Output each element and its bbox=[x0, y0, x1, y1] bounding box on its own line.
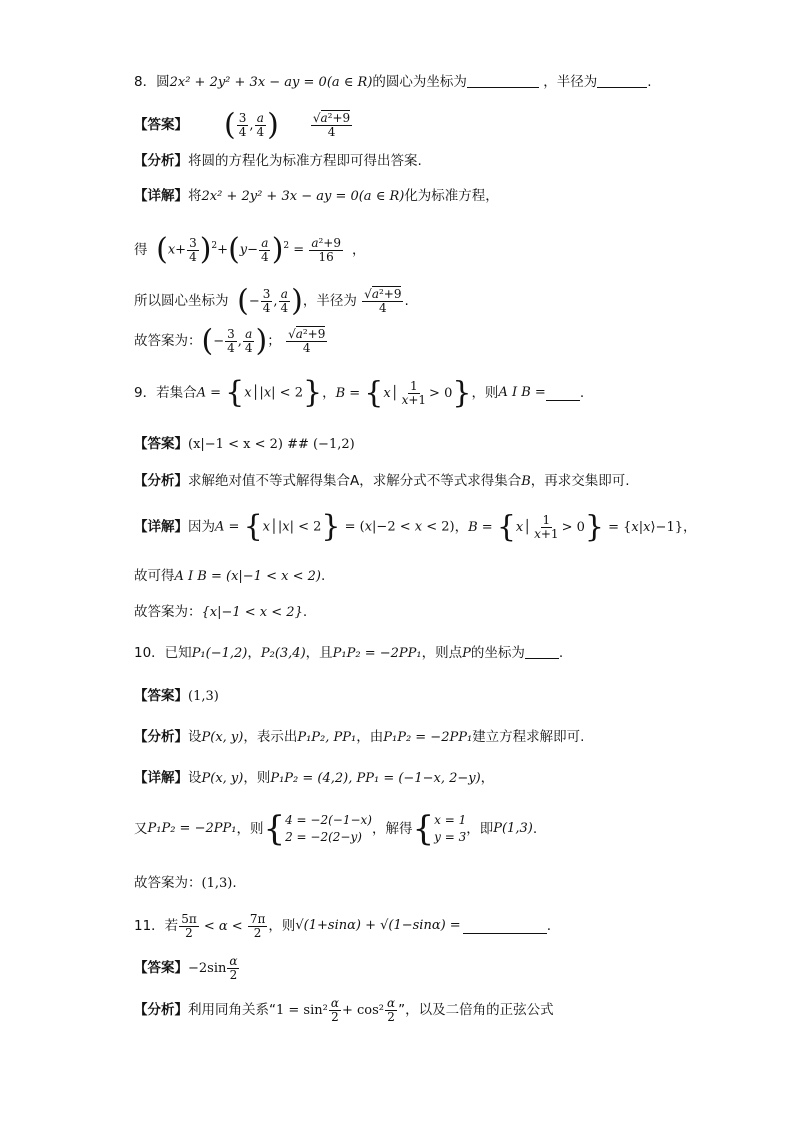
q8-conclusion: 所以圆心坐标为 (− $\frac{3}{4}$ , $\frac{a}{4}$ ) ，半径为 $\frac{\text{√a²+9}}{4}$ . bbox=[134, 283, 409, 318]
answer-blank bbox=[467, 73, 539, 88]
q9-answer: 【答案】(x|−1 < x < 2) ## (−1,2) bbox=[134, 436, 355, 452]
q8-final: 故答案为： (− $\frac{3}{4}$ , $\frac{a}{4}$ ) ； $\frac{\text{√a²+9}}{4}$ bbox=[134, 323, 326, 358]
q10-system: 又 P₁P₂ = −2PP₁ ，则 { 4 = −2(−1−x) 2 = −2(2−y) ，解得 { x = 1 y = 3 ，即 P(1,3) . bbox=[134, 809, 538, 849]
question-number: 8．圆 bbox=[134, 74, 170, 90]
q9-final: 故答案为：{x|−1 < x < 2}. bbox=[134, 604, 308, 620]
q9-stem: 9．若集合 A = {x│|x| < 2} ， B = {x│ $\frac{1}{x+1}$ > 0} ，则 A I B = . bbox=[134, 374, 585, 410]
answer-tag: 【答案】 bbox=[134, 117, 188, 133]
q9-analysis: 【分析】求解绝对值不等式解得集合A，求解分式不等式求得集合B，再求交集即可. bbox=[134, 473, 630, 489]
q10-detail: 【详解】设P(x, y)，则P₁P₂ = (4,2), PP₁ = (−1−x, 2−y)， bbox=[134, 770, 495, 786]
q8-analysis: 【分析】将圆的方程化为标准方程即可得出答案. bbox=[134, 153, 422, 169]
answer-center: ( $\frac{3}{4}$ , $\frac{a}{4}$ ) bbox=[224, 107, 279, 142]
q9-detail: 【详解】 因为 A = {x│|x| < 2} = (x|−2 < x < 2) ， B = {x│ $\frac{1}{x+1}$ > 0} = {x|x⟩−1} ， bbox=[134, 508, 697, 544]
q8-stem: 8．圆2x² + 2y² + 3x − ay = 0(a ∈ R)的圆心为坐标为 ，半径为 . bbox=[134, 74, 652, 90]
answer-blank bbox=[597, 73, 647, 88]
q11-analysis: 【分析】 利用同角关系“ 1 = sin² $\frac{\alpha}{2}$ + cos² $\frac{\alpha}{2}$ ”，以及二倍角的正弦公式 bbox=[134, 995, 554, 1024]
q8-standard-eq: 得 (x+ $\frac{3}{4}$ )$^2$+(y− $\frac{a}{4}$ )$^2$ = $\frac{\text{a²+9}}{16}$ ， bbox=[134, 232, 366, 268]
answer-blank bbox=[525, 644, 559, 659]
q9-hence: 故可得A I B = (x|−1 < x < 2). bbox=[134, 568, 326, 584]
q10-final: 故答案为：(1,3). bbox=[134, 875, 237, 891]
q11-answer: 【答案】 −2sin $\frac{\alpha}{2}$ bbox=[134, 953, 238, 982]
q8-answer bbox=[134, 108, 353, 142]
q10-answer: 【答案】(1,3) bbox=[134, 688, 219, 704]
answer-blank bbox=[463, 919, 547, 934]
q10-analysis: 【分析】设P(x, y)，表示出P₁P₂, PP₁，由P₁P₂ = −2PP₁建立方程求解即可. bbox=[134, 729, 585, 745]
answer-blank bbox=[546, 386, 580, 401]
circle-equation: 2x² + 2y² + 3x − ay = 0(a ∈ R) bbox=[169, 75, 373, 90]
q8-detail: 【详解】将2x² + 2y² + 3x − ay = 0(a ∈ R)化为标准方程， bbox=[134, 188, 499, 204]
answer-radius: $\frac{\text{√a²+9}}{4}$ bbox=[312, 110, 351, 139]
q11-stem: 11．若 $\frac{5\pi}{2}$ < α < $\frac{7\pi}{2}$ ，则 √(1+sinα) + √(1−sinα) = . bbox=[134, 911, 551, 940]
q10-stem: 10．已知P₁(−1,2)，P₂(3,4)，且P₁P₂ = −2PP₁，则点P的坐标为 . bbox=[134, 645, 564, 661]
